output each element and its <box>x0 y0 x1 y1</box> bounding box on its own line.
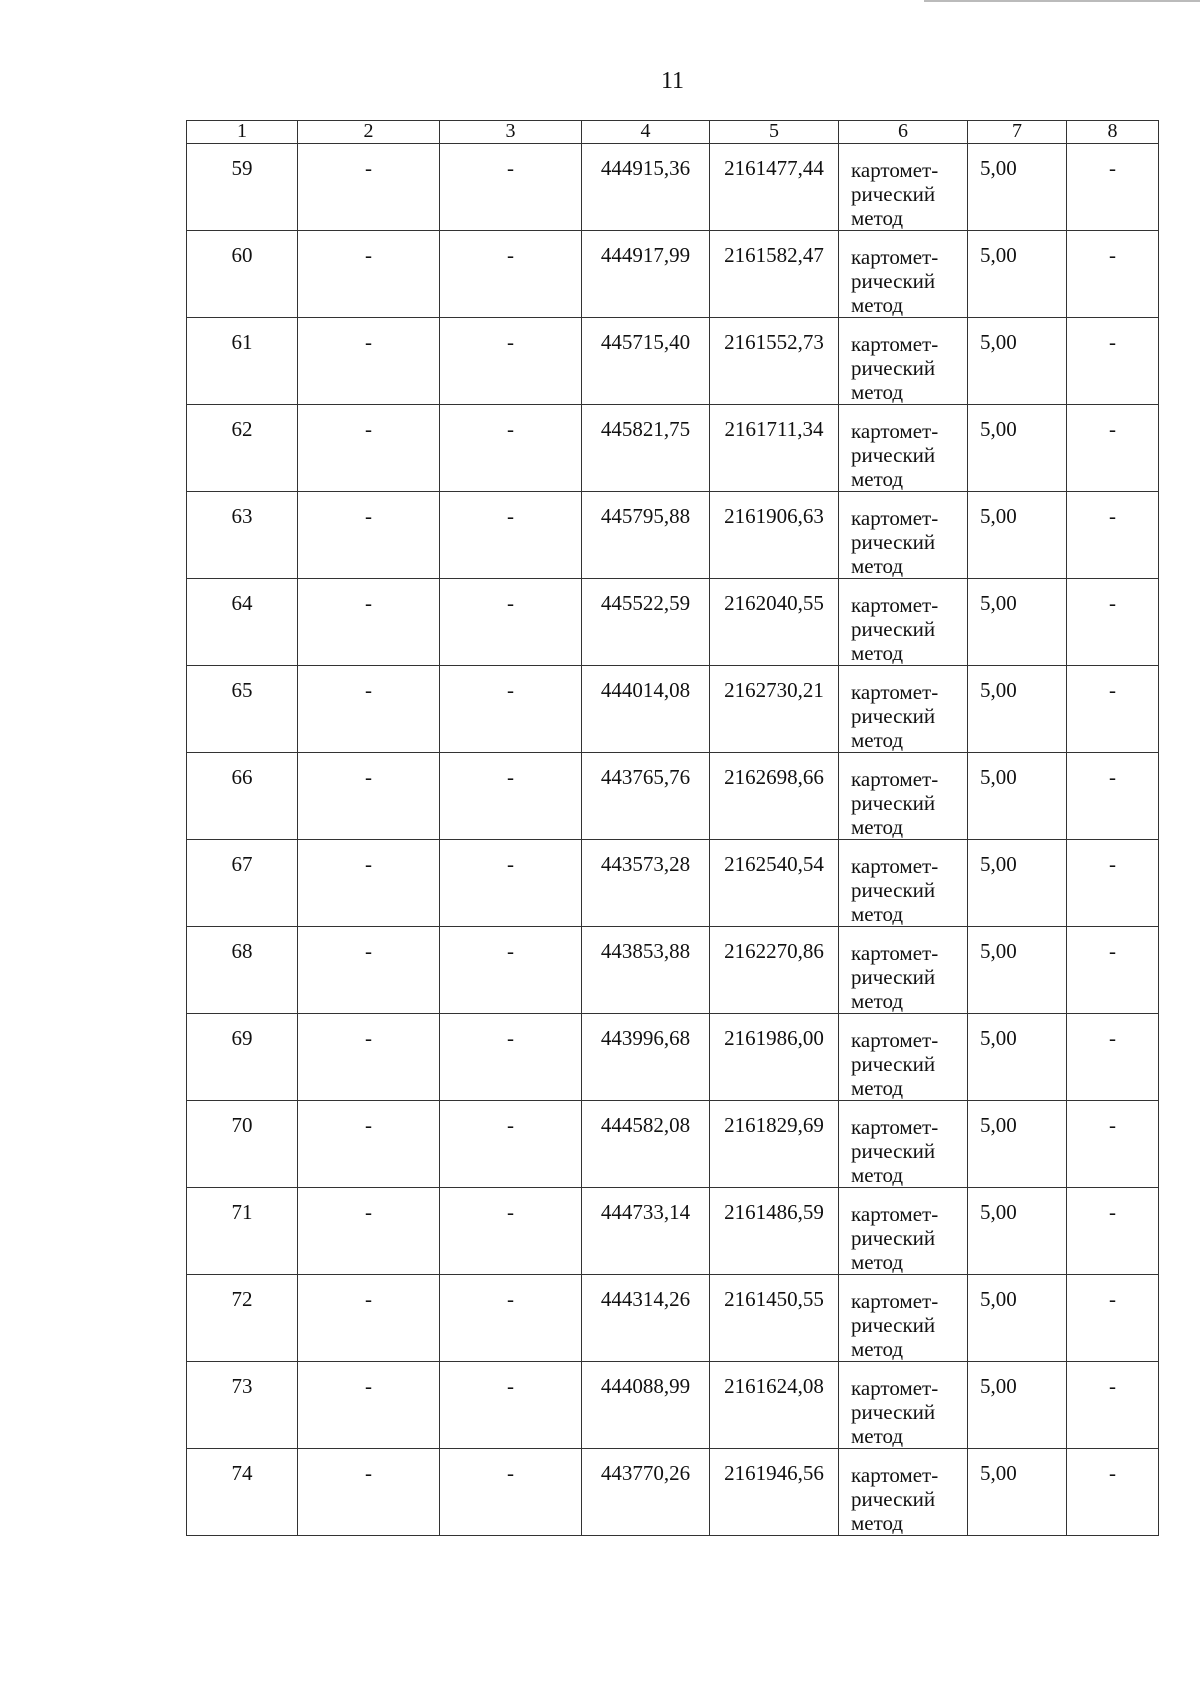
point-number-cell: 60 <box>187 231 298 318</box>
table-row <box>187 753 1159 840</box>
column-3-cell: - <box>440 1362 582 1449</box>
x-coordinate-cell: 443996,68 <box>582 1014 710 1101</box>
column-8-cell: - <box>1067 492 1159 579</box>
column-header: 2 <box>298 121 440 144</box>
table-row <box>187 492 1159 579</box>
method-cell: картомет- рический метод <box>839 666 968 753</box>
column-3-cell: - <box>440 1014 582 1101</box>
column-3-cell: - <box>440 492 582 579</box>
column-3-cell: - <box>440 579 582 666</box>
table-row <box>187 579 1159 666</box>
x-coordinate-cell: 444582,08 <box>582 1101 710 1188</box>
point-number-cell: 74 <box>187 1449 298 1536</box>
column-8-cell: - <box>1067 579 1159 666</box>
x-coordinate-cell: 445522,59 <box>582 579 710 666</box>
y-coordinate-cell: 2161477,44 <box>710 144 839 231</box>
accuracy-cell: 5,00 <box>968 1014 1067 1101</box>
accuracy-cell: 5,00 <box>968 405 1067 492</box>
column-2-cell: - <box>298 1101 440 1188</box>
point-number-cell: 65 <box>187 666 298 753</box>
column-8-cell: - <box>1067 1275 1159 1362</box>
column-2-cell: - <box>298 666 440 753</box>
method-cell: картомет- рический метод <box>839 405 968 492</box>
page-number: 11 <box>660 68 685 94</box>
column-2-cell: - <box>298 318 440 405</box>
y-coordinate-cell: 2162698,66 <box>710 753 839 840</box>
column-2-cell: - <box>298 1449 440 1536</box>
column-8-cell: - <box>1067 1014 1159 1101</box>
column-8-cell: - <box>1067 1362 1159 1449</box>
y-coordinate-cell: 2161711,34 <box>710 405 839 492</box>
x-coordinate-cell: 443765,76 <box>582 753 710 840</box>
column-2-cell: - <box>298 927 440 1014</box>
x-coordinate-cell: 445821,75 <box>582 405 710 492</box>
accuracy-cell: 5,00 <box>968 1362 1067 1449</box>
column-2-cell: - <box>298 1362 440 1449</box>
column-header: 4 <box>582 121 710 144</box>
table-row <box>187 1362 1159 1449</box>
column-8-cell: - <box>1067 666 1159 753</box>
x-coordinate-cell: 444915,36 <box>582 144 710 231</box>
point-number-cell: 73 <box>187 1362 298 1449</box>
column-3-cell: - <box>440 231 582 318</box>
column-3-cell: - <box>440 1275 582 1362</box>
x-coordinate-cell: 444014,08 <box>582 666 710 753</box>
accuracy-cell: 5,00 <box>968 753 1067 840</box>
y-coordinate-cell: 2162730,21 <box>710 666 839 753</box>
table-row <box>187 144 1159 231</box>
accuracy-cell: 5,00 <box>968 927 1067 1014</box>
table-row <box>187 405 1159 492</box>
point-number-cell: 62 <box>187 405 298 492</box>
method-cell: картомет- рический метод <box>839 144 968 231</box>
column-header: 1 <box>187 121 298 144</box>
y-coordinate-cell: 2162040,55 <box>710 579 839 666</box>
method-cell: картомет- рический метод <box>839 492 968 579</box>
method-cell: картомет- рический метод <box>839 1101 968 1188</box>
column-3-cell: - <box>440 666 582 753</box>
table-row <box>187 1275 1159 1362</box>
table-row <box>187 1014 1159 1101</box>
y-coordinate-cell: 2162270,86 <box>710 927 839 1014</box>
column-8-cell: - <box>1067 753 1159 840</box>
column-header: 3 <box>440 121 582 144</box>
table-row <box>187 927 1159 1014</box>
column-8-cell: - <box>1067 231 1159 318</box>
column-3-cell: - <box>440 318 582 405</box>
accuracy-cell: 5,00 <box>968 318 1067 405</box>
point-number-cell: 68 <box>187 927 298 1014</box>
column-3-cell: - <box>440 1101 582 1188</box>
column-8-cell: - <box>1067 1188 1159 1275</box>
column-2-cell: - <box>298 1014 440 1101</box>
table-row <box>187 840 1159 927</box>
accuracy-cell: 5,00 <box>968 666 1067 753</box>
point-number-cell: 59 <box>187 144 298 231</box>
x-coordinate-cell: 444917,99 <box>582 231 710 318</box>
column-8-cell: - <box>1067 1101 1159 1188</box>
y-coordinate-cell: 2161986,00 <box>710 1014 839 1101</box>
column-8-cell: - <box>1067 144 1159 231</box>
column-header: 6 <box>839 121 968 144</box>
column-2-cell: - <box>298 492 440 579</box>
table-row <box>187 231 1159 318</box>
table-row <box>187 1101 1159 1188</box>
column-8-cell: - <box>1067 927 1159 1014</box>
method-cell: картомет- рический метод <box>839 1275 968 1362</box>
column-8-cell: - <box>1067 1449 1159 1536</box>
point-number-cell: 61 <box>187 318 298 405</box>
column-2-cell: - <box>298 1275 440 1362</box>
x-coordinate-cell: 443770,26 <box>582 1449 710 1536</box>
column-2-cell: - <box>298 231 440 318</box>
method-cell: картомет- рический метод <box>839 927 968 1014</box>
point-number-cell: 66 <box>187 753 298 840</box>
point-number-cell: 64 <box>187 579 298 666</box>
accuracy-cell: 5,00 <box>968 1101 1067 1188</box>
accuracy-cell: 5,00 <box>968 231 1067 318</box>
method-cell: картомет- рический метод <box>839 231 968 318</box>
column-header: 8 <box>1067 121 1159 144</box>
accuracy-cell: 5,00 <box>968 1275 1067 1362</box>
x-coordinate-cell: 444733,14 <box>582 1188 710 1275</box>
accuracy-cell: 5,00 <box>968 1449 1067 1536</box>
column-8-cell: - <box>1067 840 1159 927</box>
method-cell: картомет- рический метод <box>839 1362 968 1449</box>
point-number-cell: 67 <box>187 840 298 927</box>
column-2-cell: - <box>298 405 440 492</box>
accuracy-cell: 5,00 <box>968 144 1067 231</box>
accuracy-cell: 5,00 <box>968 492 1067 579</box>
column-8-cell: - <box>1067 405 1159 492</box>
column-2-cell: - <box>298 1188 440 1275</box>
y-coordinate-cell: 2161486,59 <box>710 1188 839 1275</box>
point-number-cell: 63 <box>187 492 298 579</box>
column-2-cell: - <box>298 144 440 231</box>
column-2-cell: - <box>298 840 440 927</box>
column-3-cell: - <box>440 840 582 927</box>
accuracy-cell: 5,00 <box>968 579 1067 666</box>
point-number-cell: 72 <box>187 1275 298 1362</box>
column-2-cell: - <box>298 579 440 666</box>
point-number-cell: 71 <box>187 1188 298 1275</box>
column-3-cell: - <box>440 1188 582 1275</box>
column-8-cell: - <box>1067 318 1159 405</box>
x-coordinate-cell: 444088,99 <box>582 1362 710 1449</box>
coordinates-table <box>186 120 1159 1536</box>
column-3-cell: - <box>440 927 582 1014</box>
method-cell: картомет- рический метод <box>839 1449 968 1536</box>
column-3-cell: - <box>440 1449 582 1536</box>
x-coordinate-cell: 445715,40 <box>582 318 710 405</box>
method-cell: картомет- рический метод <box>839 1188 968 1275</box>
method-cell: картомет- рический метод <box>839 579 968 666</box>
x-coordinate-cell: 443573,28 <box>582 840 710 927</box>
column-2-cell: - <box>298 753 440 840</box>
table-row <box>187 1188 1159 1275</box>
y-coordinate-cell: 2161624,08 <box>710 1362 839 1449</box>
column-header: 7 <box>968 121 1067 144</box>
y-coordinate-cell: 2161582,47 <box>710 231 839 318</box>
table-row <box>187 1449 1159 1536</box>
method-cell: картомет- рический метод <box>839 840 968 927</box>
y-coordinate-cell: 2161946,56 <box>710 1449 839 1536</box>
table-row <box>187 666 1159 753</box>
column-header: 5 <box>710 121 839 144</box>
table-row <box>187 318 1159 405</box>
method-cell: картомет- рический метод <box>839 753 968 840</box>
y-coordinate-cell: 2161552,73 <box>710 318 839 405</box>
column-number-row <box>187 121 1159 144</box>
top-edge-rule <box>924 0 1200 2</box>
point-number-cell: 69 <box>187 1014 298 1101</box>
column-3-cell: - <box>440 405 582 492</box>
table-body <box>187 144 1159 1536</box>
y-coordinate-cell: 2162540,54 <box>710 840 839 927</box>
y-coordinate-cell: 2161906,63 <box>710 492 839 579</box>
accuracy-cell: 5,00 <box>968 840 1067 927</box>
x-coordinate-cell: 443853,88 <box>582 927 710 1014</box>
column-3-cell: - <box>440 753 582 840</box>
y-coordinate-cell: 2161829,69 <box>710 1101 839 1188</box>
x-coordinate-cell: 445795,88 <box>582 492 710 579</box>
y-coordinate-cell: 2161450,55 <box>710 1275 839 1362</box>
x-coordinate-cell: 444314,26 <box>582 1275 710 1362</box>
accuracy-cell: 5,00 <box>968 1188 1067 1275</box>
method-cell: картомет- рический метод <box>839 1014 968 1101</box>
point-number-cell: 70 <box>187 1101 298 1188</box>
column-3-cell: - <box>440 144 582 231</box>
method-cell: картомет- рический метод <box>839 318 968 405</box>
